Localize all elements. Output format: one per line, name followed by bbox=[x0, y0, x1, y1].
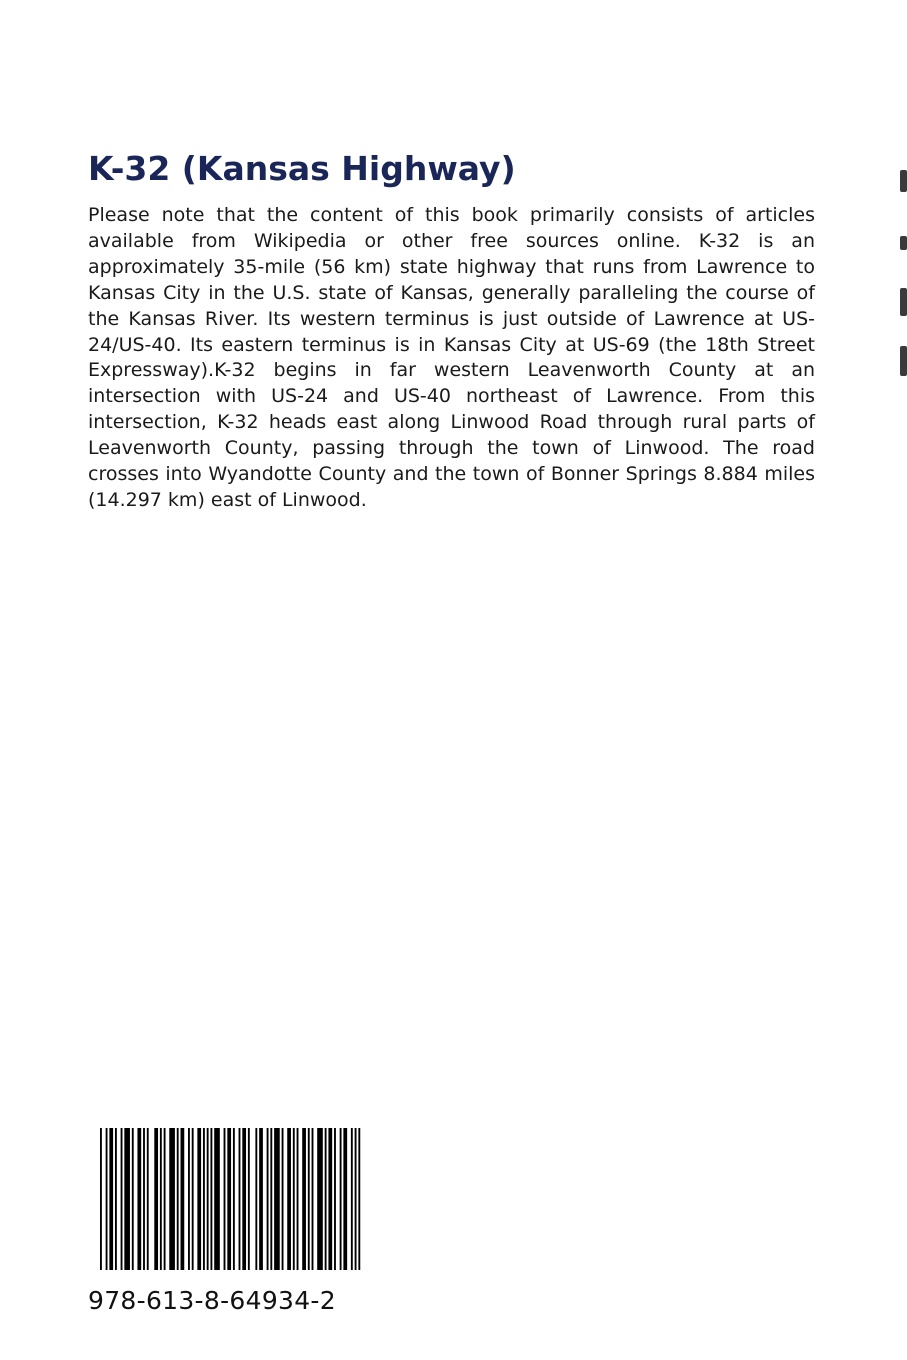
barcode-bar bbox=[325, 1128, 327, 1270]
barcode-bar bbox=[124, 1128, 130, 1270]
barcode-bar bbox=[137, 1128, 141, 1270]
barcode-bar bbox=[203, 1128, 205, 1270]
book-title: K-32 (Kansas Highway) bbox=[88, 149, 516, 188]
barcode-bar bbox=[259, 1128, 263, 1270]
barcode-bar bbox=[233, 1128, 235, 1270]
barcode-bar bbox=[132, 1128, 134, 1270]
barcode-bar bbox=[143, 1128, 145, 1270]
barcode-bar bbox=[355, 1128, 357, 1270]
barcode-bar bbox=[121, 1128, 123, 1270]
barcode-bar bbox=[147, 1128, 149, 1270]
barcode-bar bbox=[100, 1128, 102, 1270]
barcode-icon bbox=[100, 1128, 364, 1270]
barcode-bar bbox=[282, 1128, 284, 1270]
barcode-bar bbox=[293, 1128, 295, 1270]
barcode-bar bbox=[270, 1128, 272, 1270]
barcode-bar bbox=[210, 1128, 212, 1270]
barcode-bar bbox=[115, 1128, 117, 1270]
barcode-bar bbox=[207, 1128, 209, 1270]
spine-edge-fragment bbox=[900, 170, 907, 380]
barcode-bar bbox=[224, 1128, 226, 1270]
isbn-barcode bbox=[100, 1128, 364, 1270]
barcode-bar bbox=[302, 1128, 306, 1270]
barcode-bar bbox=[297, 1128, 299, 1270]
barcode-bar bbox=[169, 1128, 175, 1270]
barcode-bar bbox=[248, 1128, 250, 1270]
barcode-bar bbox=[109, 1128, 113, 1270]
barcode-bar bbox=[334, 1128, 336, 1270]
isbn-number: 978-613-8-64934-2 bbox=[88, 1286, 336, 1315]
barcode-bar bbox=[340, 1128, 342, 1270]
barcode-bar bbox=[197, 1128, 201, 1270]
barcode-bar bbox=[164, 1128, 166, 1270]
barcode-bar bbox=[287, 1128, 291, 1270]
barcode-bar bbox=[308, 1128, 310, 1270]
barcode-bar bbox=[343, 1128, 347, 1270]
barcode-bar bbox=[188, 1128, 190, 1270]
barcode-bar bbox=[160, 1128, 162, 1270]
barcode-bar bbox=[177, 1128, 179, 1270]
barcode-bar bbox=[328, 1128, 332, 1270]
barcode-bar bbox=[154, 1128, 158, 1270]
barcode-bar bbox=[106, 1128, 108, 1270]
barcode-bar bbox=[181, 1128, 185, 1270]
barcode-bar bbox=[312, 1128, 314, 1270]
barcode-bar bbox=[227, 1128, 231, 1270]
barcode-bar bbox=[358, 1128, 360, 1270]
barcode-bar bbox=[267, 1128, 269, 1270]
barcode-bar bbox=[214, 1128, 220, 1270]
barcode-bar bbox=[242, 1128, 246, 1270]
barcode-bar bbox=[274, 1128, 280, 1270]
barcode-bar bbox=[239, 1128, 241, 1270]
barcode-bar bbox=[351, 1128, 353, 1270]
barcode-bar bbox=[255, 1128, 257, 1270]
barcode-bar bbox=[192, 1128, 194, 1270]
barcode-bar bbox=[317, 1128, 323, 1270]
book-description: Please note that the content of this book primarily consists of articles available from Wikipedia or other free sources online. K-32 is an approximately 35-mile (56 km) state highway that runs from Lawrence to Kansas City in the U.S. state of Kansas, generally paralleling the course of the Kansas River. Its western terminus is just outside of Lawrence at US-24/US-40. Its eastern terminus is in Kansas City at US-69 (the 18th Street Expressway).K-32 begins in far western Leavenworth County at an intersection with US-24 and US-40 northeast of Lawrence. From this intersection, K-32 heads east along Linwood Road through rural parts of Leavenworth County, passing through the town of Linwood. The road crosses into Wyandotte County and the town of Bonner Springs 8.884 miles (14.297 km) east of Linwood. bbox=[88, 204, 815, 511]
